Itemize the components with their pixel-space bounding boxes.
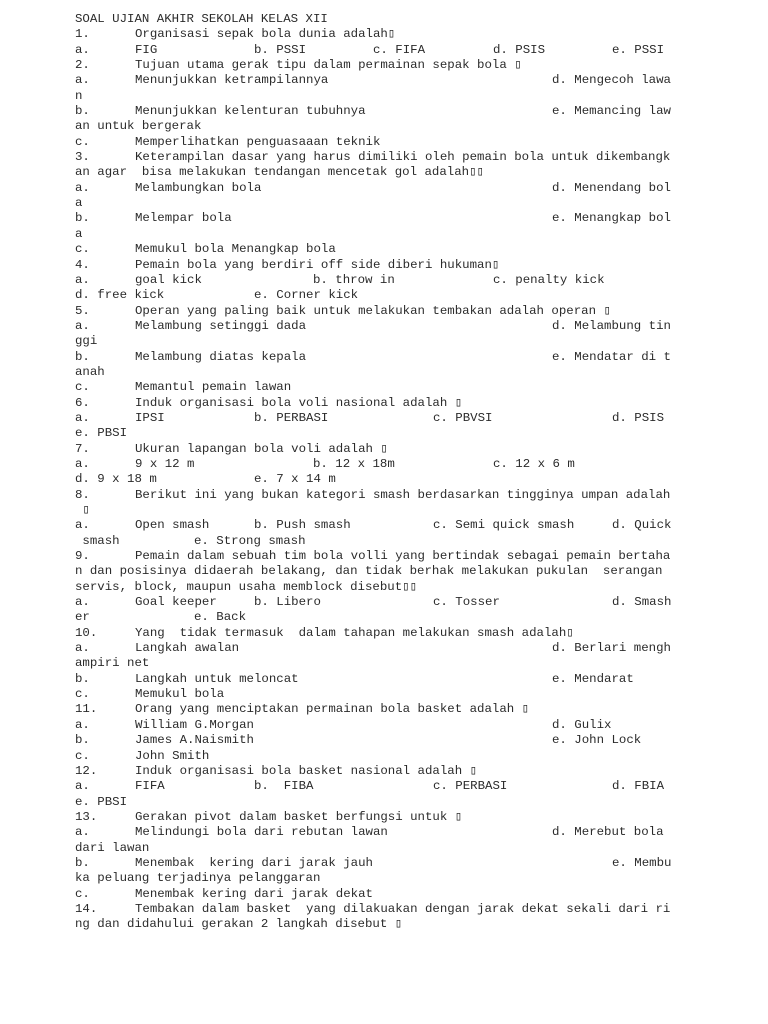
line-text: servis, block, maupun usaha memblock disebut▯▯ <box>75 579 418 594</box>
line-text: ka peluang terjadinya pelanggaran <box>75 871 321 886</box>
line-text: c. <box>75 687 90 702</box>
line-text: Pemain dalam sebuah tim bola volli yang bertindak sebagai pemain bertaha <box>135 549 671 564</box>
line-text: 9 x 12 m <box>135 456 195 471</box>
line-text: a. <box>75 42 90 57</box>
line-text: Organisasi sepak bola dunia adalah▯ <box>135 27 396 42</box>
document-line <box>75 656 675 671</box>
line-text: a. <box>75 595 90 610</box>
line-text: b. throw in <box>313 272 395 287</box>
document-line <box>75 181 675 196</box>
document-line <box>75 380 675 395</box>
document-line <box>75 334 675 349</box>
line-text: Langkah awalan <box>135 641 240 656</box>
line-text: Tujuan utama gerak tipu dalam permainan sepak bola ▯ <box>135 58 522 73</box>
line-text: b. 12 x 18m <box>313 456 395 471</box>
line-text: a. <box>75 825 90 840</box>
document-line <box>75 626 675 641</box>
document-line <box>75 319 675 334</box>
line-text: e. Mendatar di t <box>552 349 671 364</box>
line-text: Tembakan dalam basket yang dilakuakan dengan jarak dekat sekali dari ri <box>135 901 671 916</box>
line-text: d. Menendang bol <box>552 180 671 195</box>
line-text: er <box>75 610 90 625</box>
line-text: c. 12 x 6 m <box>493 456 575 471</box>
line-text: Orang yang menciptakan permainan bola basket adalah ▯ <box>135 702 530 717</box>
document-line <box>75 580 675 595</box>
document-line <box>75 733 675 748</box>
line-text: Melempar bola <box>135 211 232 226</box>
document-line <box>75 135 675 150</box>
line-text: Memperlihatkan penguasaaan teknik <box>135 134 381 149</box>
line-text: d. free kick <box>75 288 165 303</box>
line-text: SOAL UJIAN AKHIR SEKOLAH KELAS XII <box>75 12 328 26</box>
line-text: a. <box>75 180 90 195</box>
document-line <box>75 12 675 27</box>
line-text: e. Menangkap bol <box>552 211 671 226</box>
line-text: d. Mengecoh lawa <box>552 73 671 88</box>
line-text: Pemain bola yang berdiri off side diberi hukuman▯ <box>135 257 500 272</box>
line-text: c. <box>75 242 90 257</box>
line-text: e. PSSI <box>612 42 665 57</box>
line-text: goal kick <box>135 272 202 287</box>
document-line <box>75 887 675 902</box>
document-line <box>75 549 675 564</box>
line-text: c. <box>75 380 90 395</box>
line-text: an untuk bergerak <box>75 119 202 134</box>
line-text: d. Gulix <box>552 717 612 732</box>
document-line <box>75 196 675 211</box>
line-text: 5. <box>75 303 90 318</box>
line-text: b. PERBASI <box>254 410 329 425</box>
line-text: b. PSSI <box>254 42 307 57</box>
line-text: 1. <box>75 27 90 42</box>
line-text: Melambung diatas kepala <box>135 349 307 364</box>
document-line <box>75 304 675 319</box>
line-text: Berikut ini yang bukan kategori smash berdasarkan tingginya umpan adalah <box>135 487 671 502</box>
document-line <box>75 104 675 119</box>
document-line <box>75 534 675 549</box>
line-text: a. <box>75 641 90 656</box>
line-text: ng dan didahului gerakan 2 langkah disebut ▯ <box>75 917 403 932</box>
line-text: a. <box>75 779 90 794</box>
document-line <box>75 150 675 165</box>
document-line <box>75 396 675 411</box>
line-text: c. FIFA <box>373 42 426 57</box>
line-text: dari lawan <box>75 840 150 855</box>
document-line <box>75 350 675 365</box>
document-line <box>75 595 675 610</box>
line-text: Melambung setinggi dada <box>135 318 307 333</box>
line-text: 9. <box>75 549 90 564</box>
document-line <box>75 411 675 426</box>
document-line <box>75 764 675 779</box>
document-line <box>75 211 675 226</box>
line-text: Operan yang paling baik untuk melakukan tembakan adalah operan ▯ <box>135 303 611 318</box>
line-text: b. <box>75 855 90 870</box>
line-text: FIG <box>135 42 158 57</box>
line-text: Menembak kering dari jarak dekat <box>135 886 373 901</box>
line-text: d. Merebut bola <box>552 825 664 840</box>
document-line <box>75 825 675 840</box>
line-text: 2. <box>75 58 90 73</box>
line-text: d. 9 x 18 m <box>75 472 157 487</box>
line-text: 11. <box>75 702 98 717</box>
line-text: c. Semi quick smash <box>433 518 575 533</box>
line-text: d. PSIS <box>612 410 665 425</box>
line-text: Memantul pemain lawan <box>135 380 292 395</box>
line-text: 7. <box>75 441 90 456</box>
line-text: c. Tosser <box>433 595 500 610</box>
line-text: n dan posisinya didaerah belakang, dan tidak berhak melakukan pukulan serangan <box>75 564 663 579</box>
document-line <box>75 641 675 656</box>
document-line <box>75 73 675 88</box>
line-text: Menunjukkan kelenturan tubuhnya <box>135 104 366 119</box>
line-text: Melindungi bola dari rebutan lawan <box>135 825 388 840</box>
document-line <box>75 365 675 380</box>
line-text: d. Melambung tin <box>552 318 671 333</box>
line-text: e. Strong smash <box>194 533 306 548</box>
line-text: William G.Morgan <box>135 717 254 732</box>
line-text: e. Back <box>194 610 247 625</box>
line-text: c. PERBASI <box>433 779 508 794</box>
line-text: Memukul bola Menangkap bola <box>135 242 336 257</box>
line-text: a. <box>75 456 90 471</box>
document-line <box>75 841 675 856</box>
line-text: e. 7 x 14 m <box>254 472 336 487</box>
document-line <box>75 58 675 73</box>
line-text: a. <box>75 410 90 425</box>
document-line <box>75 472 675 487</box>
line-text: c. <box>75 134 90 149</box>
line-text: 12. <box>75 763 98 778</box>
line-text: ▯ <box>75 503 90 517</box>
document-line <box>75 488 675 503</box>
line-text: e. PBSI <box>75 426 128 441</box>
line-text: Gerakan pivot dalam basket berfungsi untuk ▯ <box>135 809 463 824</box>
line-text: Goal keeper <box>135 595 217 610</box>
document-line <box>75 242 675 257</box>
document-line <box>75 856 675 871</box>
line-text: 3. <box>75 150 90 165</box>
document-line <box>75 273 675 288</box>
line-text: b. Libero <box>254 595 321 610</box>
document-line <box>75 503 675 518</box>
line-text: a. <box>75 717 90 732</box>
document-line <box>75 702 675 717</box>
line-text: Induk organisasi bola basket nasional adalah ▯ <box>135 763 478 778</box>
line-text: FIFA <box>135 779 165 794</box>
document-line <box>75 917 675 932</box>
line-text: b. <box>75 211 90 226</box>
document-line <box>75 564 675 579</box>
line-text: c. penalty kick <box>493 272 605 287</box>
document-line <box>75 518 675 533</box>
document-line <box>75 779 675 794</box>
line-text: a <box>75 196 83 211</box>
line-text: d. PSIS <box>493 42 546 57</box>
line-text: Induk organisasi bola voli nasional adalah ▯ <box>135 395 463 410</box>
line-text: Menunjukkan ketrampilannya <box>135 73 329 88</box>
document-line <box>75 288 675 303</box>
line-text: e. PBSI <box>75 794 128 809</box>
line-text: e. Mendarat <box>552 671 634 686</box>
line-text: 8. <box>75 487 90 502</box>
line-text: d. Berlari mengh <box>552 641 671 656</box>
line-text: d. Quick <box>612 518 672 533</box>
line-text: 14. <box>75 901 98 916</box>
document-line <box>75 795 675 810</box>
line-text: Yang tidak termasuk dalam tahapan melakukan smash adalah▯ <box>135 625 574 640</box>
document-line <box>75 672 675 687</box>
document-line <box>75 165 675 180</box>
document-line <box>75 902 675 917</box>
line-text: n <box>75 88 83 103</box>
line-text: 10. <box>75 625 98 640</box>
line-text: Keterampilan dasar yang harus dimiliki oleh pemain bola untuk dikembangk <box>135 150 671 165</box>
line-text: b. <box>75 733 90 748</box>
document-line <box>75 610 675 625</box>
line-text: an agar bisa melakukan tendangan mencetak gol adalah▯▯ <box>75 165 485 180</box>
line-text: Langkah untuk meloncat <box>135 671 299 686</box>
line-text: John Smith <box>135 748 210 763</box>
line-text: Memukul bola <box>135 687 225 702</box>
line-text: anah <box>75 364 105 379</box>
line-text: e. Memancing law <box>552 104 671 119</box>
line-text: Open smash <box>135 518 210 533</box>
document-line <box>75 27 675 42</box>
document-line <box>75 258 675 273</box>
line-text: b. <box>75 671 90 686</box>
document-line <box>75 426 675 441</box>
line-text: c. PBVSI <box>433 410 493 425</box>
line-text: Melambungkan bola <box>135 180 262 195</box>
line-text: 6. <box>75 395 90 410</box>
line-text: 13. <box>75 809 98 824</box>
line-text: b. <box>75 104 90 119</box>
document-line <box>75 810 675 825</box>
line-text: smash <box>75 533 120 548</box>
exam-document <box>75 12 675 933</box>
line-text: a. <box>75 518 90 533</box>
document-line <box>75 43 675 58</box>
line-text: a. <box>75 318 90 333</box>
line-text: b. FIBA <box>254 779 314 794</box>
line-text: e. Membu <box>612 855 672 870</box>
document-line <box>75 89 675 104</box>
line-text: d. Smash <box>612 595 672 610</box>
document-line <box>75 687 675 702</box>
line-text: ampiri net <box>75 656 150 671</box>
line-text: d. FBIA <box>612 779 665 794</box>
line-text: 4. <box>75 257 90 272</box>
document-line <box>75 119 675 134</box>
document-line <box>75 442 675 457</box>
line-text: ggi <box>75 334 98 349</box>
line-text: c. <box>75 886 90 901</box>
line-text: e. John Lock <box>552 733 642 748</box>
document-line <box>75 871 675 886</box>
document-line <box>75 749 675 764</box>
line-text: a. <box>75 272 90 287</box>
line-text: b. <box>75 349 90 364</box>
line-text: Ukuran lapangan bola voli adalah ▯ <box>135 441 388 456</box>
line-text: b. Push smash <box>254 518 351 533</box>
line-text: a. <box>75 73 90 88</box>
line-text: James A.Naismith <box>135 733 254 748</box>
document-line <box>75 718 675 733</box>
document-line <box>75 227 675 242</box>
line-text: e. Corner kick <box>254 288 359 303</box>
line-text: a <box>75 226 83 241</box>
line-text: Menembak kering dari jarak jauh <box>135 855 373 870</box>
line-text: c. <box>75 748 90 763</box>
document-line <box>75 457 675 472</box>
line-text: IPSI <box>135 410 165 425</box>
